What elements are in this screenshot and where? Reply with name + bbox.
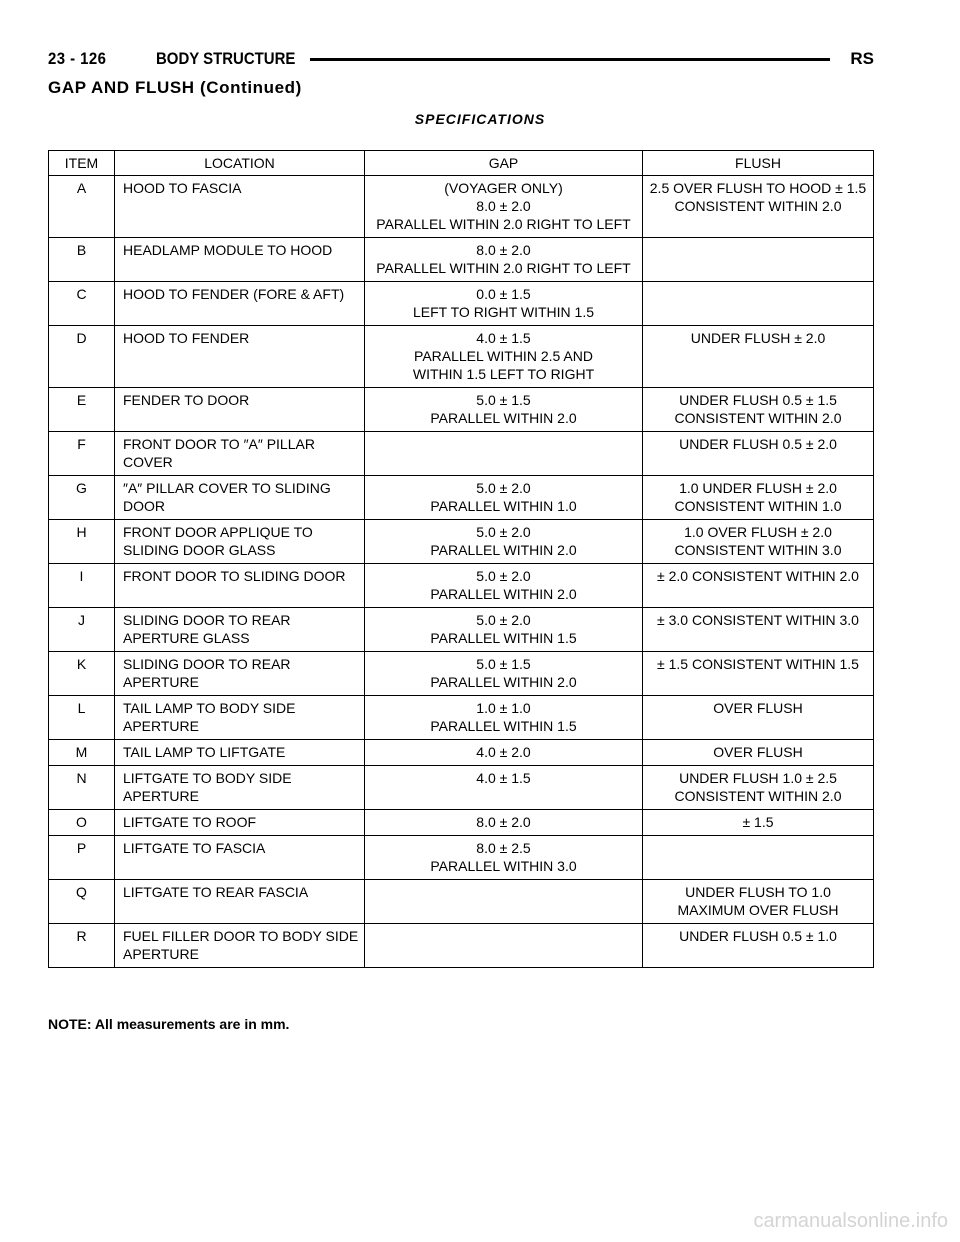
- gap-cell: 8.0 ± 2.0: [365, 810, 643, 836]
- table-row: [49, 924, 874, 968]
- table-row: [49, 326, 874, 388]
- gap-cell: 5.0 ± 2.0 PARALLEL WITHIN 2.0: [365, 564, 643, 608]
- item-cell: D: [49, 326, 115, 388]
- table-row: [49, 836, 874, 880]
- table-header-row: [49, 151, 874, 176]
- item-cell: E: [49, 388, 115, 432]
- flush-cell: UNDER FLUSH 0.5 ± 2.0: [643, 432, 874, 476]
- location-cell: FUEL FILLER DOOR TO BODY SIDE APERTURE: [115, 924, 365, 968]
- table-row: [49, 696, 874, 740]
- location-cell: FRONT DOOR TO SLIDING DOOR: [115, 564, 365, 608]
- flush-cell: 2.5 OVER FLUSH TO HOOD ± 1.5 CONSISTENT WITHIN 2.0: [643, 176, 874, 238]
- table-row: [49, 476, 874, 520]
- table-title: SPECIFICATIONS: [414, 111, 546, 127]
- gap-cell: 8.0 ± 2.5 PARALLEL WITHIN 3.0: [365, 836, 643, 880]
- location-cell: SLIDING DOOR TO REAR APERTURE: [115, 652, 365, 696]
- flush-cell: 1.0 UNDER FLUSH ± 2.0 CONSISTENT WITHIN 1.0: [643, 476, 874, 520]
- column-header-location: LOCATION: [115, 151, 365, 176]
- gap-cell: 4.0 ± 1.5 PARALLEL WITHIN 2.5 AND WITHIN 1.5 LEFT TO RIGHT: [365, 326, 643, 388]
- table-row: [49, 564, 874, 608]
- flush-cell: [643, 238, 874, 282]
- flush-cell: [643, 282, 874, 326]
- flush-cell: ± 2.0 CONSISTENT WITHIN 2.0: [643, 564, 874, 608]
- location-cell: HOOD TO FENDER: [115, 326, 365, 388]
- flush-cell: UNDER FLUSH 0.5 ± 1.5 CONSISTENT WITHIN 2.0: [643, 388, 874, 432]
- page-number: 23 - 126: [48, 49, 107, 68]
- table-row: [49, 740, 874, 766]
- item-cell: K: [49, 652, 115, 696]
- item-cell: B: [49, 238, 115, 282]
- table-row: [49, 810, 874, 836]
- item-cell: H: [49, 520, 115, 564]
- table-row: [49, 432, 874, 476]
- item-cell: Q: [49, 880, 115, 924]
- gap-cell: 4.0 ± 1.5: [365, 766, 643, 810]
- gap-cell: 5.0 ± 1.5 PARALLEL WITHIN 2.0: [365, 388, 643, 432]
- flush-cell: UNDER FLUSH 0.5 ± 1.0: [643, 924, 874, 968]
- location-cell: LIFTGATE TO BODY SIDE APERTURE: [115, 766, 365, 810]
- flush-cell: UNDER FLUSH 1.0 ± 2.5 CONSISTENT WITHIN 2.0: [643, 766, 874, 810]
- table-row: [49, 766, 874, 810]
- table-row: [49, 652, 874, 696]
- location-cell: FENDER TO DOOR: [115, 388, 365, 432]
- gap-cell: 5.0 ± 2.0 PARALLEL WITHIN 1.0: [365, 476, 643, 520]
- flush-cell: ± 3.0 CONSISTENT WITHIN 3.0: [643, 608, 874, 652]
- location-cell: LIFTGATE TO ROOF: [115, 810, 365, 836]
- gap-cell: 5.0 ± 2.0 PARALLEL WITHIN 1.5: [365, 608, 643, 652]
- page-header: [48, 49, 874, 73]
- gap-cell: 5.0 ± 2.0 PARALLEL WITHIN 2.0: [365, 520, 643, 564]
- table-row: [49, 880, 874, 924]
- measurement-note: NOTE: All measurements are in mm.: [48, 1016, 290, 1032]
- gap-cell: [365, 880, 643, 924]
- table-row: [49, 176, 874, 238]
- gap-cell: (VOYAGER ONLY) 8.0 ± 2.0 PARALLEL WITHIN 2.0 RIGHT TO LEFT: [365, 176, 643, 238]
- column-header-item: ITEM: [49, 151, 115, 176]
- gap-cell: 4.0 ± 2.0: [365, 740, 643, 766]
- gap-cell: [365, 432, 643, 476]
- section-heading: GAP AND FLUSH (Continued): [48, 78, 302, 97]
- specifications-table: [48, 150, 874, 968]
- gap-cell: [365, 924, 643, 968]
- location-cell: HEADLAMP MODULE TO HOOD: [115, 238, 365, 282]
- location-cell: HOOD TO FASCIA: [115, 176, 365, 238]
- item-cell: J: [49, 608, 115, 652]
- location-cell: ″A″ PILLAR COVER TO SLIDING DOOR: [115, 476, 365, 520]
- item-cell: L: [49, 696, 115, 740]
- item-cell: N: [49, 766, 115, 810]
- item-cell: C: [49, 282, 115, 326]
- table-row: [49, 608, 874, 652]
- gap-cell: 0.0 ± 1.5 LEFT TO RIGHT WITHIN 1.5: [365, 282, 643, 326]
- model-code: RS: [850, 49, 874, 68]
- flush-cell: OVER FLUSH: [643, 696, 874, 740]
- location-cell: FRONT DOOR TO ″A″ PILLAR COVER: [115, 432, 365, 476]
- location-cell: LIFTGATE TO FASCIA: [115, 836, 365, 880]
- column-header-gap: GAP: [365, 151, 643, 176]
- location-cell: HOOD TO FENDER (FORE & AFT): [115, 282, 365, 326]
- section-name: BODY STRUCTURE: [156, 49, 296, 68]
- location-cell: TAIL LAMP TO BODY SIDE APERTURE: [115, 696, 365, 740]
- item-cell: I: [49, 564, 115, 608]
- table-body: [49, 176, 874, 968]
- location-cell: TAIL LAMP TO LIFTGATE: [115, 740, 365, 766]
- item-cell: M: [49, 740, 115, 766]
- header-rule: [310, 58, 830, 61]
- flush-cell: UNDER FLUSH ± 2.0: [643, 326, 874, 388]
- item-cell: G: [49, 476, 115, 520]
- item-cell: O: [49, 810, 115, 836]
- watermark: carmanualsonline.info: [753, 1210, 948, 1232]
- table-row: [49, 238, 874, 282]
- gap-cell: 8.0 ± 2.0 PARALLEL WITHIN 2.0 RIGHT TO LEFT: [365, 238, 643, 282]
- item-cell: F: [49, 432, 115, 476]
- gap-cell: 5.0 ± 1.5 PARALLEL WITHIN 2.0: [365, 652, 643, 696]
- column-header-flush: FLUSH: [643, 151, 874, 176]
- flush-cell: ± 1.5 CONSISTENT WITHIN 1.5: [643, 652, 874, 696]
- flush-cell: [643, 836, 874, 880]
- table-row: [49, 282, 874, 326]
- flush-cell: OVER FLUSH: [643, 740, 874, 766]
- table-row: [49, 388, 874, 432]
- location-cell: LIFTGATE TO REAR FASCIA: [115, 880, 365, 924]
- item-cell: R: [49, 924, 115, 968]
- item-cell: A: [49, 176, 115, 238]
- location-cell: SLIDING DOOR TO REAR APERTURE GLASS: [115, 608, 365, 652]
- flush-cell: ± 1.5: [643, 810, 874, 836]
- flush-cell: UNDER FLUSH TO 1.0 MAXIMUM OVER FLUSH: [643, 880, 874, 924]
- gap-cell: 1.0 ± 1.0 PARALLEL WITHIN 1.5: [365, 696, 643, 740]
- item-cell: P: [49, 836, 115, 880]
- location-cell: FRONT DOOR APPLIQUE TO SLIDING DOOR GLASS: [115, 520, 365, 564]
- table-row: [49, 520, 874, 564]
- flush-cell: 1.0 OVER FLUSH ± 2.0 CONSISTENT WITHIN 3.0: [643, 520, 874, 564]
